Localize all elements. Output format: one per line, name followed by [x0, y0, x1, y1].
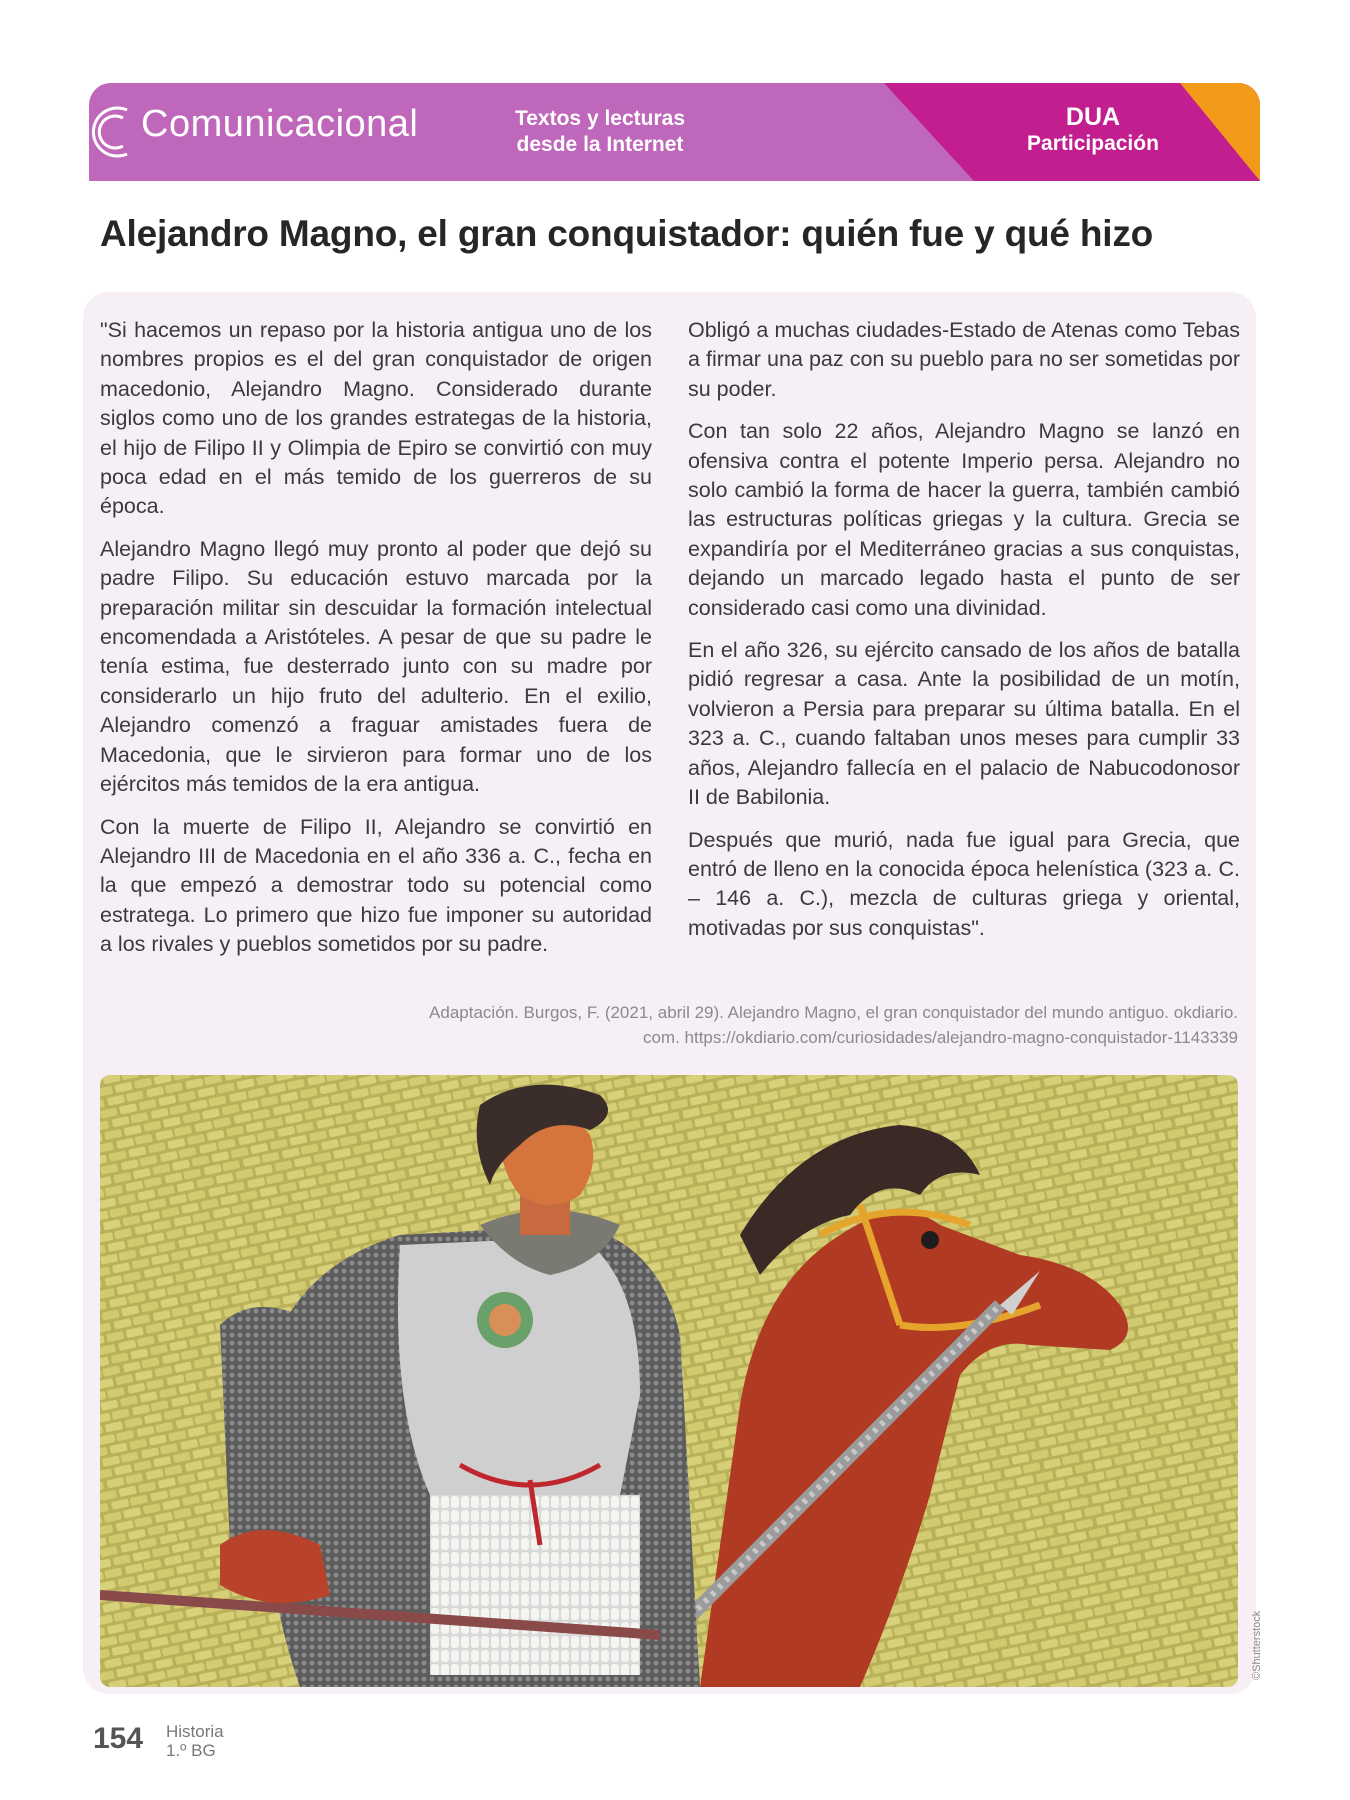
- page-title: Alejandro Magno, el gran conquistador: quién fue y qué hizo: [100, 213, 1154, 254]
- footer-subject: [166, 1722, 224, 1760]
- section-subtitle: [485, 106, 715, 158]
- paragraph: Alejandro Magno llegó muy pronto al poder que dejó su padre Filipo. Su educación estuvo marcada por la preparación militar sin descuidar la formación intelectual encomendada a Aristóteles. A pesar de que su padre le tenía estima, fue desterrado junto con su madre por considerarlo un hijo fruto del adulterio. En el exilio, Alejandro comenzó a fraguar amistades fuera de Macedonia, que le sirvieron para formar uno de los ejércitos más temidos de la era antigua.: [100, 536, 652, 797]
- section-brand: Comunicacional: [141, 103, 419, 145]
- alexander-horseback-illustration: [100, 1075, 1238, 1687]
- dua-title: DUA: [1065, 103, 1121, 131]
- subject-label: Historia: [166, 1722, 224, 1741]
- subtitle-line-2: desde la Internet: [516, 133, 684, 156]
- dua-label: [988, 103, 1198, 157]
- source-citation: [300, 1000, 1238, 1050]
- paragraph: Con la muerte de Filipo II, Alejandro se convirtió en Alejandro III de Macedonia en el año 336 a. C., fecha en la que empezó a demostrar todo su potencial como estratega. Lo primero que hizo fue imponer su autoridad a los rivales y pueblos sometidos por su padre.: [100, 814, 652, 957]
- image-credit: ©Shutterstock: [1251, 1610, 1263, 1680]
- text-column-right: [688, 316, 1240, 956]
- grade-label: 1.º BG: [166, 1741, 216, 1760]
- page-number: 154: [93, 1722, 144, 1755]
- source-line-1: Adaptación. Burgos, F. (2021, abril 29). Alejandro Magno, el gran conquistador del mundo antiguo. okdiario.: [429, 1003, 1238, 1022]
- source-line-2: com. https://okdiario.com/curiosidades/alejandro-magno-conquistador-1143339: [642, 1028, 1238, 1047]
- rider-cuirass: [398, 1237, 640, 1495]
- paragraph: Después que murió, nada fue igual para Grecia, que entró de lleno en la conocida época helenística (323 a. C. – 146 a. C.), mezcla de culturas griega y oriental, motivadas por sus conquistas".: [688, 827, 1240, 940]
- horse-eye: [921, 1231, 939, 1249]
- text-column-left: [100, 316, 652, 973]
- paragraph: Obligó a muchas ciudades-Estado de Atenas como Tebas a firmar una paz con su pueblo para no ser sometidas por su poder.: [688, 318, 1240, 401]
- subtitle-line-1: Textos y lecturas: [514, 107, 686, 130]
- comunicacional-c-icon: [89, 98, 135, 166]
- paragraph: Con tan solo 22 años, Alejandro Magno se lanzó en ofensiva contra el potente Imperio persa. Alejandro no solo cambió la forma de hacer la guerra, también cambió las estructuras políticas griegas y la cultura. Grecia se expandiría por el Mediterráneo gracias a sus conquistas, dejando un marcado legado hasta el punto de ser considerado casi como una divinidad.: [688, 419, 1240, 620]
- section-banner: [89, 83, 1260, 181]
- rider-arm: [220, 1307, 310, 1563]
- dua-subtitle: Participación: [1027, 132, 1159, 155]
- paragraph: "Si hacemos un repaso por la historia antigua uno de los nombres propios es el del gran conquistador de origen macedonio, Alejandro Magno. Considerado durante siglos como uno de los grandes estrategas de la historia, el hijo de Filipo II y Olimpia de Epiro se convirtió con muy poca edad en el más temido de los guerreros de su época.: [100, 318, 652, 519]
- paragraph: En el año 326, su ejército cansado de los años de batalla pidió regresar a casa. Ante la posibilidad de un motín, volvieron a Persia para preparar su última batalla. En el 323 a. C., cuando faltaban unos meses para cumplir 33 años, Alejandro fallecía en el palacio de Nabucodonosor II de Babilonia.: [688, 638, 1240, 810]
